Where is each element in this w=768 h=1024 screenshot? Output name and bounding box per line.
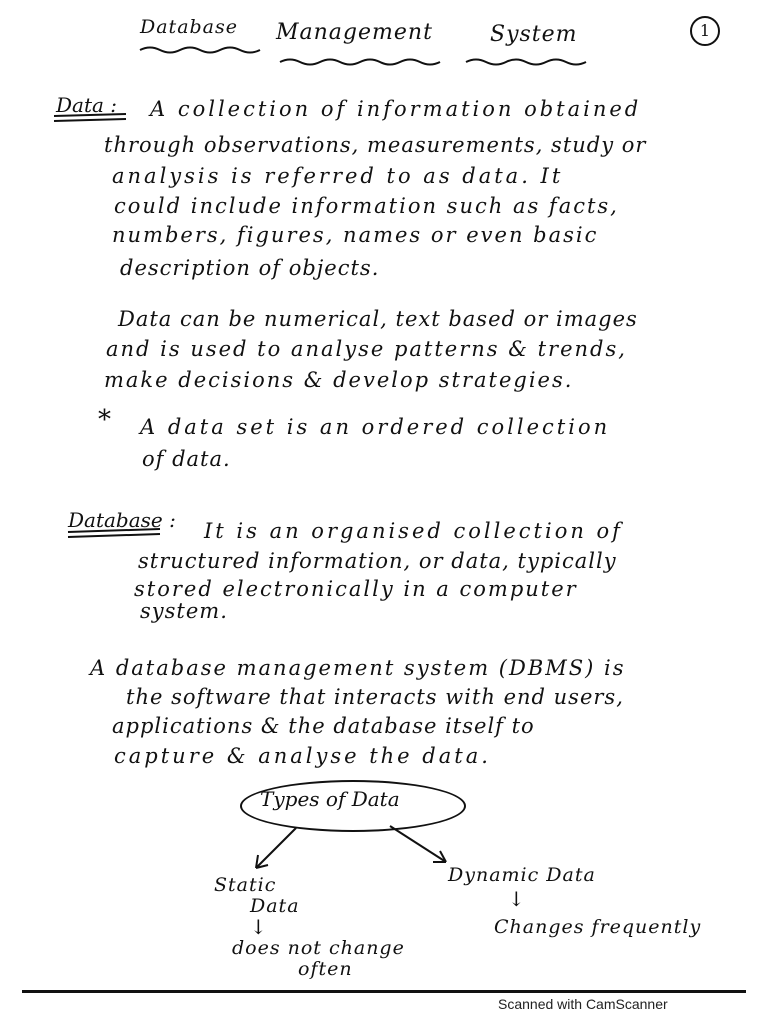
dataset-line-1: A data set is an ordered collection <box>140 415 611 439</box>
page-bottom-border <box>22 990 746 993</box>
database-line-4: system. <box>140 599 228 623</box>
database-heading: Database : <box>68 508 176 532</box>
static-desc-line-2: often <box>298 958 353 980</box>
star-bullet: * <box>98 405 112 435</box>
database-line-1: It is an organised collection of <box>204 519 623 543</box>
dbms-line-2: the software that interacts with end users, <box>126 685 624 709</box>
dbms-line-4: capture & analyse the data. <box>114 744 491 768</box>
dbms-line-3: applications & the database itself to <box>112 714 535 738</box>
database-line-3: stored electronically in a computer <box>134 577 578 601</box>
static-label-line-1: Static <box>214 874 277 896</box>
data-line-5: numbers, figures, names or even basic <box>112 223 599 247</box>
dataset-line-2: of data. <box>142 447 231 471</box>
data-line-6: description of objects. <box>120 256 380 280</box>
static-down-arrow-icon: ↓ <box>250 915 268 939</box>
data-para2-line-1: Data can be numerical, text based or images <box>118 307 638 331</box>
static-label-line-2: Data <box>250 895 300 917</box>
database-line-2: structured information, or data, typically <box>138 549 617 573</box>
dynamic-down-arrow-icon: ↓ <box>508 887 526 911</box>
data-line-3: analysis is referred to as data. It <box>112 164 564 188</box>
data-line-4: could include information such as facts, <box>114 194 619 218</box>
dynamic-desc: Changes frequently <box>494 916 702 938</box>
scanner-watermark: Scanned with CamScanner <box>498 996 668 1012</box>
types-of-data-label: Types of Data <box>260 787 400 811</box>
data-line-1: A collection of information obtained <box>150 97 642 121</box>
page-number: 1 <box>690 16 720 46</box>
static-desc-line-1: does not change <box>232 937 405 959</box>
title-system: System <box>490 22 578 47</box>
title-management: Management <box>276 20 433 45</box>
dynamic-label: Dynamic Data <box>448 864 596 886</box>
title-database: Database <box>140 16 239 38</box>
dbms-line-1: A database management system (DBMS) is <box>90 656 626 680</box>
data-heading: Data : <box>56 93 118 117</box>
data-para2-line-2: and is used to analyse patterns & trends, <box>106 337 627 361</box>
data-line-2: through observations, measurements, study or <box>104 133 647 157</box>
data-para2-line-3: make decisions & develop strategies. <box>104 368 574 392</box>
